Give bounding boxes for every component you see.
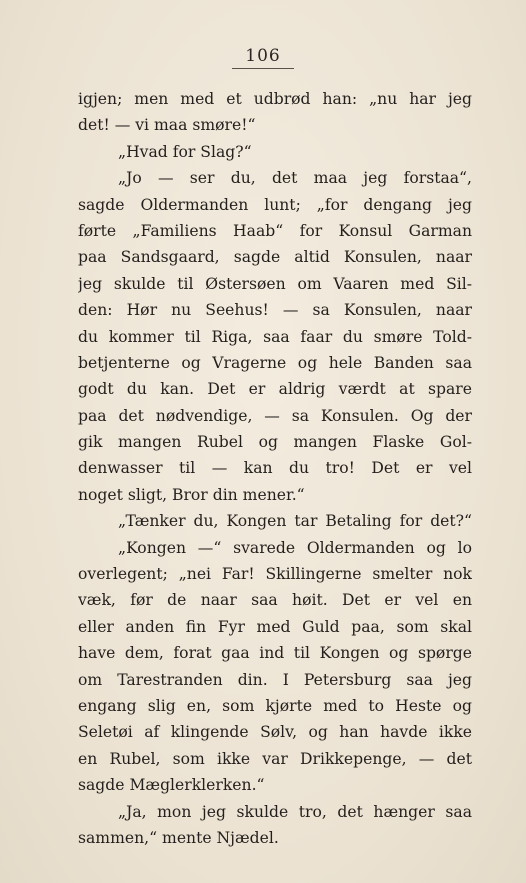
text-line: væk, før de naar saa høit. Det er vel en <box>78 591 472 610</box>
text-line: Seletøi af klingende Sølv, og han havde ikke <box>78 723 472 742</box>
text-line: overlegent; „nei Far! Skillingerne smelter nok <box>78 565 472 584</box>
text-line: noget sligt, Bror din mener.“ <box>78 485 305 504</box>
text-line: gik mangen Rubel og mangen Flaske Gol- <box>78 433 472 452</box>
text-line: igjen; men med et udbrød han: „nu har jeg <box>78 90 472 108</box>
text-line: have dem, forat gaa ind til Kongen og spørge <box>78 644 472 663</box>
text-line: du kommer til Riga, saa faar du smøre Told- <box>78 327 472 346</box>
text-line: paa det nødvendige, — sa Konsulen. Og der <box>78 406 472 425</box>
text-line: om Tarestranden din. I Petersburg saa jeg <box>78 670 472 689</box>
text-line: en Rubel, som ikke var Drikkepenge, — det <box>78 749 472 768</box>
text-line: „Hvad for Slag?“ <box>118 142 252 161</box>
page-number: 106 <box>245 46 281 66</box>
header-rule <box>232 68 294 69</box>
text-line: eller anden fin Fyr med Guld paa, som skal <box>78 617 472 636</box>
body-text <box>78 86 472 851</box>
text-line: jeg skulde til Østersøen om Vaaren med Sil- <box>78 274 472 293</box>
text-line: sagde Mæglerklerken.“ <box>78 776 265 795</box>
text-line: „Ja, mon jeg skulde tro, det hænger saa <box>118 802 472 821</box>
text-line: betjenterne og Vragerne og hele Banden saa <box>78 353 472 372</box>
text-line: sammen,“ mente Njædel. <box>78 828 279 847</box>
text-line: engang slig en, som kjørte med to Heste og <box>78 696 472 715</box>
text-line: denwasser til — kan du tro! Det er vel <box>78 459 472 478</box>
text-line: „Jo — ser du, det maa jeg forstaa“, <box>118 169 472 188</box>
text-line: førte „Familiens Haab“ for Konsul Garman <box>78 221 472 240</box>
text-line: den: Hør nu Seehus! — sa Konsulen, naar <box>78 301 472 320</box>
text-line: godt du kan. Det er aldrig værdt at spare <box>78 380 472 399</box>
text-line: „Tænker du, Kongen tar Betaling for det?“ <box>118 512 472 531</box>
text-line: det! — vi maa smøre!“ <box>78 116 256 135</box>
text-line: „Kongen —“ svarede Oldermanden og lo <box>118 538 472 557</box>
text-line: paa Sandsgaard, sagde altid Konsulen, naar <box>78 248 472 267</box>
text-line: sagde Oldermanden lunt; „for dengang jeg <box>78 195 472 214</box>
